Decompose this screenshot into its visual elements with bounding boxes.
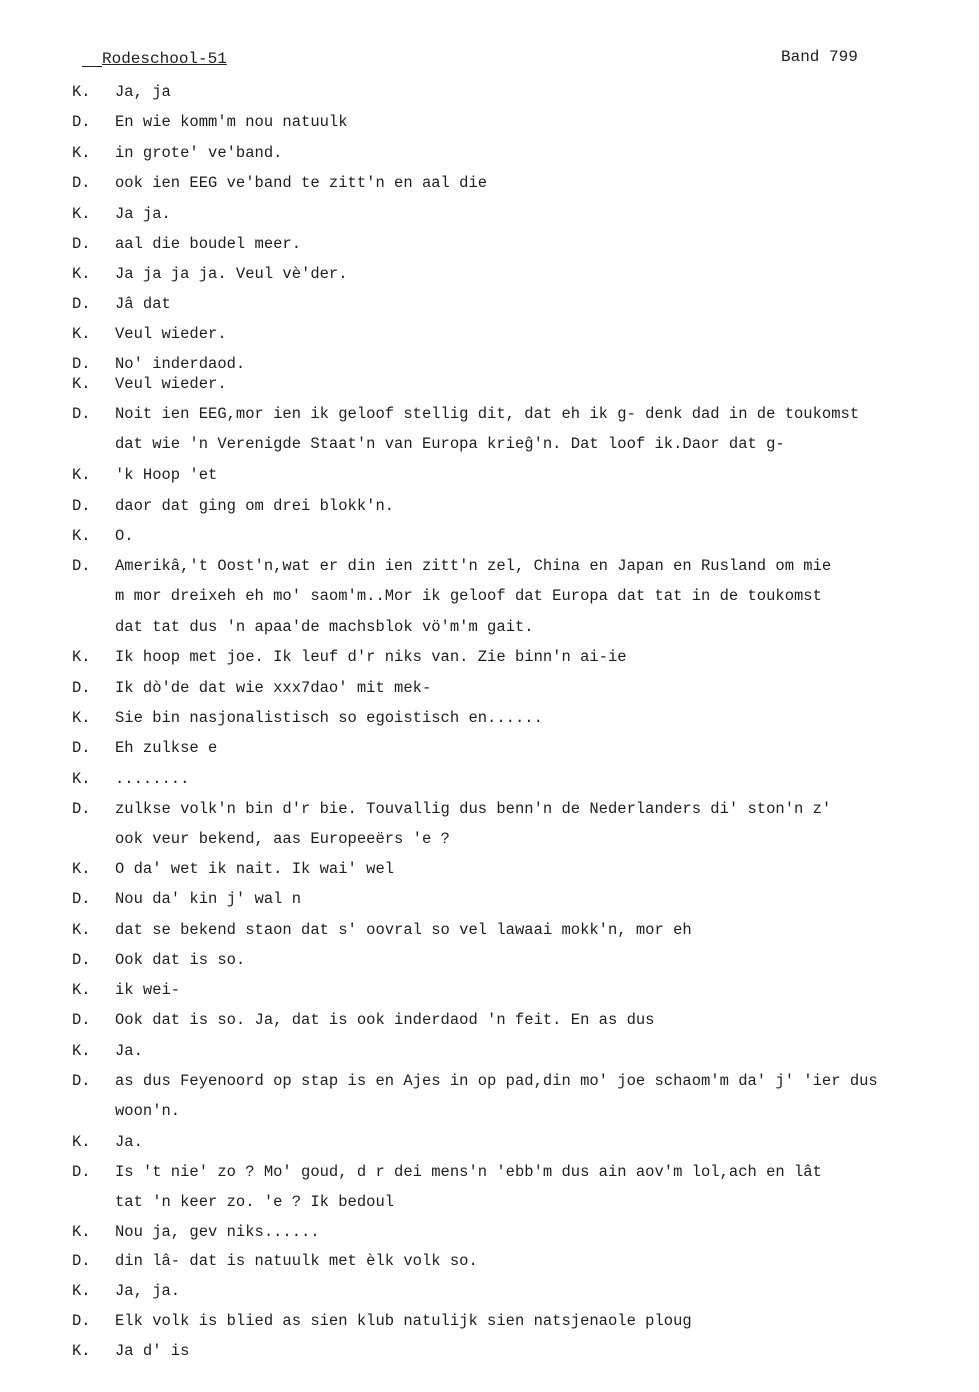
speaker-label: D.: [72, 1252, 91, 1270]
utterance-text: dat tat dus 'n apaa'de machsblok vö'm'm gait.: [115, 618, 534, 636]
speaker-label: D.: [72, 235, 91, 253]
utterance-text: Eh zulkse e: [115, 739, 218, 757]
speaker-label: D.: [72, 295, 91, 313]
utterance-text: O da' wet ik nait. Ik wai' wel: [115, 860, 395, 878]
speaker-label: D.: [72, 739, 91, 757]
speaker-label: K.: [72, 860, 91, 878]
utterance-text: Elk volk is blied as sien klub natulijk sien natsjenaole ploug: [115, 1312, 692, 1330]
speaker-label: D.: [72, 113, 91, 131]
speaker-label: K.: [72, 83, 91, 101]
speaker-label: K.: [72, 709, 91, 727]
speaker-label: K.: [72, 1282, 91, 1300]
utterance-text: Ik dò'de dat wie xxx7dao' mit mek-: [115, 679, 432, 697]
speaker-label: K.: [72, 1042, 91, 1060]
utterance-text: ook veur bekend, aas Europeeërs 'e ?: [115, 830, 450, 848]
utterance-text: Nou ja, gev niks......: [115, 1223, 320, 1241]
utterance-text: O.: [115, 527, 134, 545]
speaker-label: D.: [72, 679, 91, 697]
utterance-text: Nou da' kin j' wal n: [115, 890, 302, 908]
utterance-text: Is 't nie' zo ? Mo' goud, d r dei mens'n 'ebb'm dus ain aov'm lol,ach en lât: [115, 1163, 822, 1181]
utterance-text: m mor dreixeh eh mo' saom'm..Mor ik geloof dat Europa dat tat in de toukomst: [115, 587, 822, 605]
utterance-text: in grote' ve'band.: [115, 144, 283, 162]
speaker-label: K.: [72, 981, 91, 999]
speaker-label: D.: [72, 1011, 91, 1029]
utterance-text: No' inderdaod.: [115, 355, 246, 373]
utterance-text: Ja, ja: [115, 83, 171, 101]
speaker-label: D.: [72, 174, 91, 192]
utterance-text: Ja ja.: [115, 205, 171, 223]
utterance-text: Jâ dat: [115, 295, 171, 313]
utterance-text: Veul wieder.: [115, 375, 227, 393]
speaker-label: D.: [72, 800, 91, 818]
utterance-text: Ja d' is: [115, 1342, 190, 1360]
utterance-text: Ja ja ja ja. Veul vè'der.: [115, 265, 348, 283]
speaker-label: K.: [72, 648, 91, 666]
utterance-text: En wie komm'm nou natuulk: [115, 113, 348, 131]
tape-number: Band 799: [781, 48, 858, 66]
speaker-label: D.: [72, 1072, 91, 1090]
utterance-text: tat 'n keer zo. 'e ? Ik bedoul: [115, 1193, 395, 1211]
speaker-label: K.: [72, 527, 91, 545]
speaker-label: D.: [72, 1312, 91, 1330]
utterance-text: as dus Feyenoord op stap is en Ajes in op pad,din mo' joe schaom'm da' j' 'ier dus: [115, 1072, 878, 1090]
utterance-text: dat wie 'n Verenigde Staat'n van Europa krieĝ'n. Dat loof ik.Daor dat g-: [115, 435, 785, 453]
utterance-text: woon'n.: [115, 1102, 181, 1120]
speaker-label: K.: [72, 1223, 91, 1241]
utterance-text: din lâ- dat is natuulk met èlk volk so.: [115, 1252, 478, 1270]
speaker-label: K.: [72, 205, 91, 223]
speaker-label: D.: [72, 405, 91, 423]
speaker-label: K.: [72, 1133, 91, 1151]
utterance-text: Ook dat is so. Ja, dat is ook inderdaod 'n feit. En as dus: [115, 1011, 655, 1029]
speaker-label: K.: [72, 770, 91, 788]
speaker-label: D.: [72, 497, 91, 515]
utterance-text: Ja.: [115, 1042, 143, 1060]
speaker-label: K.: [72, 466, 91, 484]
speaker-label: K.: [72, 375, 91, 393]
utterance-text: daor dat ging om drei blokk'n.: [115, 497, 395, 515]
utterance-text: aal die boudel meer.: [115, 235, 302, 253]
utterance-text: ook ien EEG ve'band te zitt'n en aal die: [115, 174, 488, 192]
utterance-text: zulkse volk'n bin d'r bie. Touvallig dus benn'n de Nederlanders di' ston'n z': [115, 800, 832, 818]
speaker-label: D.: [72, 1163, 91, 1181]
utterance-text: dat se bekend staon dat s' oovral so vel lawaai mokk'n, mor eh: [115, 921, 692, 939]
utterance-text: Noit ien EEG,mor ien ik geloof stellig dit, dat eh ik g- denk dad in de toukomst: [115, 405, 860, 423]
utterance-text: ........: [115, 770, 190, 788]
speaker-label: K.: [72, 1342, 91, 1360]
speaker-label: D.: [72, 890, 91, 908]
speaker-label: D.: [72, 355, 91, 373]
speaker-label: K.: [72, 265, 91, 283]
utterance-text: Veul wieder.: [115, 325, 227, 343]
speaker-label: K.: [72, 325, 91, 343]
utterance-text: Ook dat is so.: [115, 951, 246, 969]
utterance-text: Ja.: [115, 1133, 143, 1151]
utterance-text: Ik hoop met joe. Ik leuf d'r niks van. Zie binn'n ai-ie: [115, 648, 627, 666]
utterance-text: ik wei-: [115, 981, 181, 999]
utterance-text: 'k Hoop 'et: [115, 466, 218, 484]
speaker-label: K.: [72, 144, 91, 162]
document-reference: Rodeschool-51: [102, 50, 227, 68]
speaker-label: D.: [72, 557, 91, 575]
speaker-label: K.: [72, 921, 91, 939]
speaker-label: D.: [72, 951, 91, 969]
utterance-text: Amerikâ,'t Oost'n,wat er din ien zitt'n zel, China en Japan en Rusland om mie: [115, 557, 832, 575]
utterance-text: Ja, ja.: [115, 1282, 181, 1300]
utterance-text: Sie bin nasjonalistisch so egoistisch en......: [115, 709, 543, 727]
